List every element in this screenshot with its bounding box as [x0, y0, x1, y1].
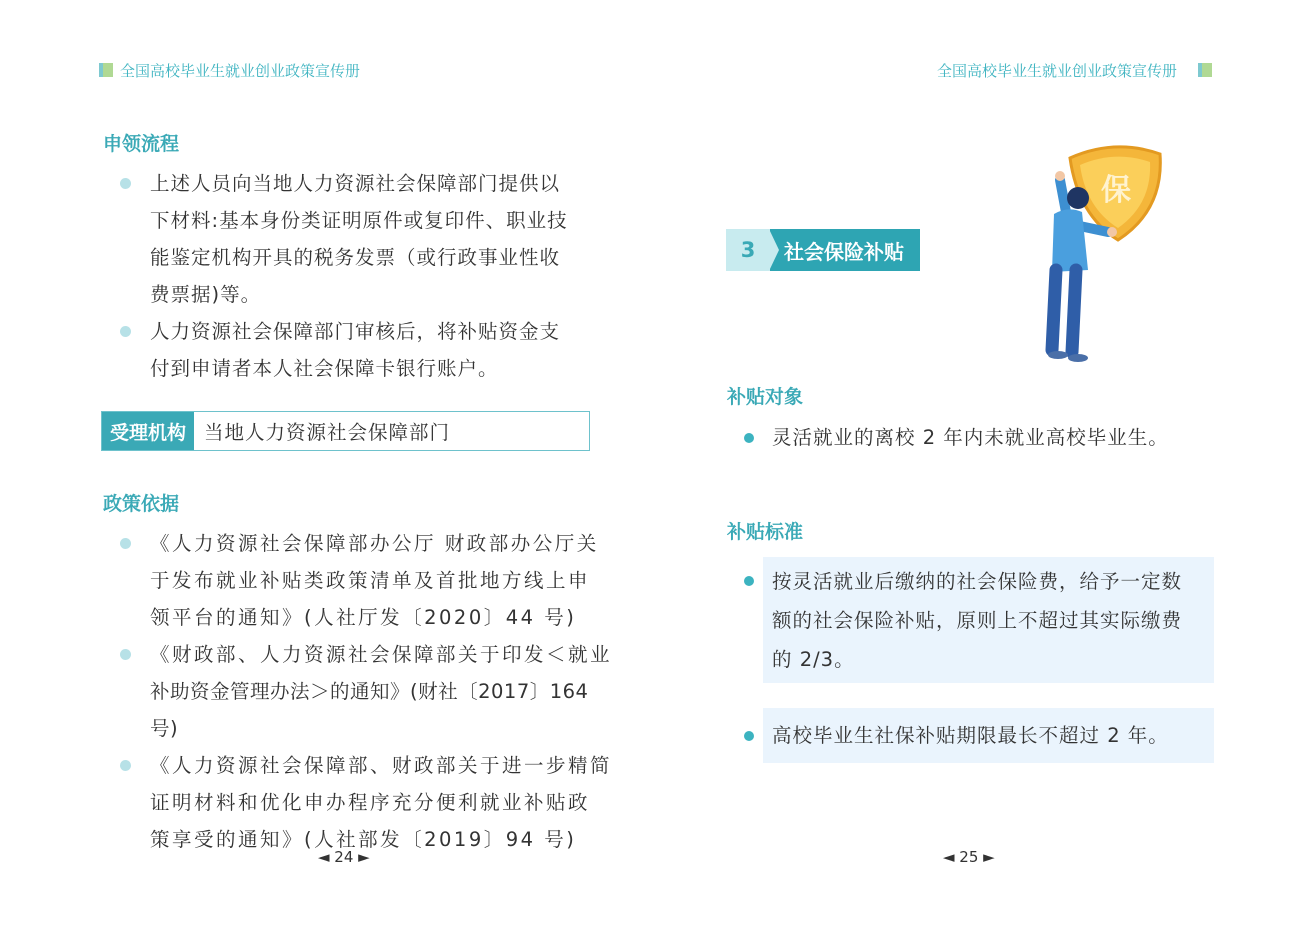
process-title: 申领流程: [103, 133, 180, 155]
left-page-number: ◄ 24 ►: [318, 848, 370, 866]
right-page-number: ◄ 25 ►: [943, 848, 995, 866]
list-item: 《财政部、人力资源社会保障部关于印发＜就业 补助资金管理办法＞的通知》(财社〔2017〕164号): [103, 636, 613, 747]
svg-text:保: 保: [1101, 173, 1131, 208]
list-item: 《人力资源社会保障部办公厅 财政部办公厅关 于发布就业补贴类政策清单及首批地方线上申 领平台的通知》(人社厅发〔2020〕44 号): [103, 525, 613, 636]
standard-list-2: [725, 717, 1225, 754]
agency-label: 受理机构: [102, 412, 194, 450]
standard-list-1: [725, 562, 1225, 679]
header-mark-icon: [99, 63, 113, 77]
agency-value: 当地人力资源社会保障部门: [204, 421, 451, 444]
list-item: 《人力资源社会保障部、财政部关于进一步精简 证明材料和优化申办程序充分便利就业补贴政 策享受的通知》(人社部发〔2019〕94 号): [103, 747, 613, 858]
standard-title: 补贴标准: [727, 521, 804, 543]
policy-title: 政策依据: [103, 493, 180, 515]
left-header-title: 全国高校毕业生就业创业政策宣传册: [120, 62, 361, 80]
policy-list: [103, 525, 613, 858]
process-list: [103, 165, 603, 387]
list-item: 人力资源社会保障部门审核后，将补贴资金支 付到申请者本人社会保障卡银行账户。: [103, 313, 603, 387]
section-badge: [726, 229, 920, 271]
list-item: 上述人员向当地人力资源社会保障部门提供以 下材料:基本身份类证明原件或复印件、职业技 能鉴定机构开具的税务发票（或行政事业性收 费票据)等。: [103, 165, 603, 313]
target-list: [725, 419, 1225, 456]
section-number: 3: [726, 229, 770, 271]
list-item: 灵活就业的离校 2 年内未就业高校毕业生。: [725, 419, 1225, 456]
header-mark-icon: [1198, 63, 1212, 77]
list-item: 按灵活就业后缴纳的社会保险费，给予一定数 额的社会保险补贴，原则上不超过其实际缴费 的 2/3。: [725, 562, 1225, 679]
agency-box: [101, 411, 590, 451]
person-shield-illustration: [1030, 140, 1180, 370]
list-item: 高校毕业生社保补贴期限最长不超过 2 年。: [725, 717, 1225, 754]
section-title: 社会保险补贴: [770, 229, 920, 271]
right-header-title: 全国高校毕业生就业创业政策宣传册: [937, 62, 1178, 80]
target-title: 补贴对象: [727, 386, 804, 408]
